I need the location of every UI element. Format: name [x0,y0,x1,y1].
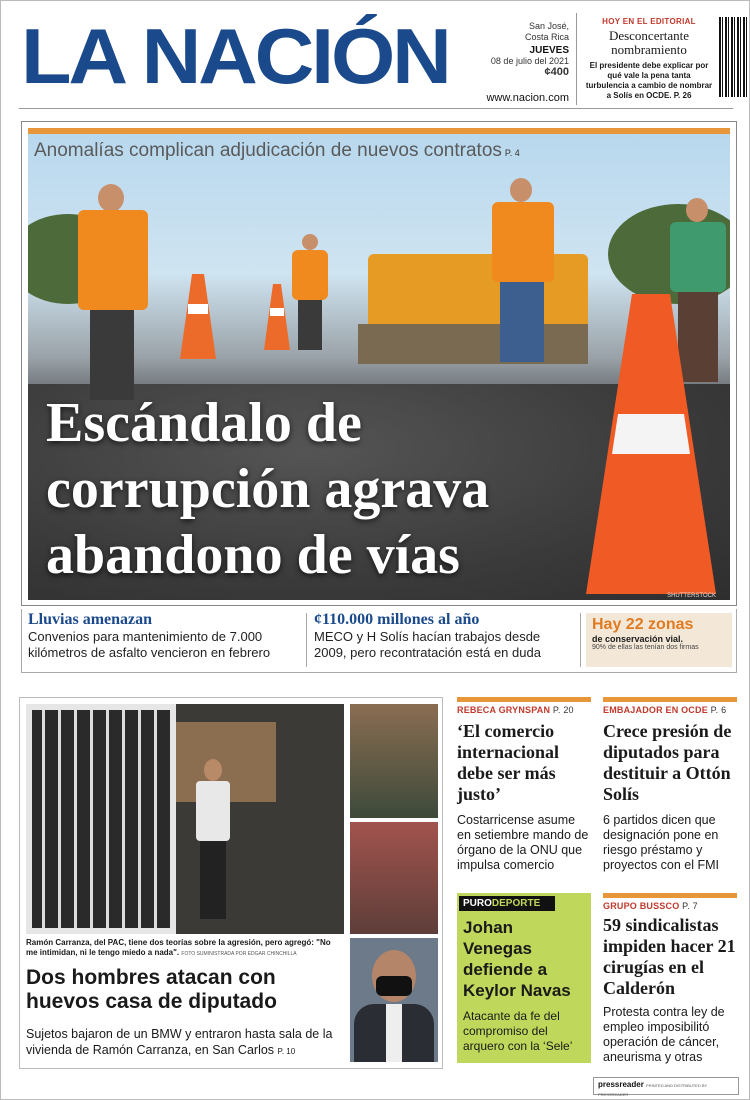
detail-photos [350,704,438,934]
editorial-desc: El presidente debe explicar por qué vale la pena tanta turbulencia a cambio de nombrar a Solís en OCDE. P. 26 [585,61,713,100]
story-title: Lluvias amenazan [28,611,153,628]
story-ocde[interactable] [603,697,737,873]
story-title: 59 sindicalistas impiden hacer 21 cirugías en el Calderón [603,915,736,998]
photo-credit: SHUTTERSTOCK [667,593,716,599]
website-url[interactable]: www.nacion.com [486,92,569,104]
carranza-headline[interactable]: Dos hombres atacan con huevos casa de diputado [26,966,277,1013]
story-bussco[interactable] [603,893,737,1065]
story-title: ‘El comercio internacional debe ser más justo’ [457,721,559,804]
story-kicker [603,697,737,715]
issue-date: 08 de julio del 2021 [490,56,569,66]
zonas-note: 90% de ellas las tenían dos firmas [592,644,699,651]
zonas-box[interactable] [586,613,732,667]
caption-credit: FOTO SUMINISTRADA POR EDGAR CHINCHILLA [181,951,297,957]
puro-deporte-box[interactable] [457,893,591,1063]
detail-photo [350,704,438,818]
pressreader-fine: PRINTED AND DISTRIBUTED BY PRESSREADER [598,1083,708,1097]
barcode-icon [719,17,749,97]
country: Costa Rica [524,32,569,42]
subhead-page: P. 4 [504,148,520,158]
zonas-title: Hay 22 zonas [592,616,694,633]
zonas-sub: de conservación vial. [592,634,684,644]
deporte-label: DEPORTE [491,898,541,909]
kicker-text: REBECA GRYNSPAN [457,705,551,715]
city: San José, [528,21,569,31]
story-kicker [603,893,737,911]
caption-text: Ramón Carranza, del PAC, tiene dos teorías sobre la agresión, pero agregó: "No me intimidan, ni le tengo miedo a nada". [26,938,331,957]
related-stories-strip [21,609,737,673]
story-desc: 6 partidos dicen que designación pone en riesgo préstamo y proyectos con el FMI [603,813,720,872]
masthead-divider [576,13,577,105]
carranza-desc [26,1026,350,1060]
gate-photo [26,704,344,934]
story-desc: Protesta contra ley de empleo imposibilitó operación de cáncer, aneurisma y otras [603,1005,725,1064]
photo-caption [26,938,344,959]
editorial-kicker: HOY EN EL EDITORIAL [602,17,696,26]
carranza-desc-text: Sujetos bajaron de un BMW y entraron hasta sala de la vivienda de Ramón Carranza, en San Carlos [26,1027,333,1057]
editorial-title: Desconcertante nombramiento [608,28,690,57]
kicker-page: P. 6 [710,705,727,715]
pressreader-badge [593,1077,739,1095]
story-desc: MECO y H Solís hacían trabajos desde 2009, pero recontratación está en duda [314,629,541,660]
traffic-cone-icon [178,274,218,364]
story-lluvias[interactable] [28,611,304,661]
story-title: ¢110.000 millones al año [314,611,480,628]
puro-deporte-label [459,896,555,911]
carranza-page: P. 10 [277,1047,296,1056]
pressreader-logo: pressreader [598,1080,644,1089]
kicker-page: P. 20 [552,705,574,715]
gate-frame [26,704,176,934]
story-kicker [457,697,591,715]
puro-title: Johan Venegas defiende a Keylor Navas [463,918,571,1000]
deputy-portrait [350,938,438,1062]
puro-label: PURO [463,898,492,909]
newspaper-logo: LA NACIÓN [21,12,449,100]
masthead [19,13,733,109]
issue-price: ¢400 [544,66,569,78]
lead-story[interactable] [21,121,737,606]
subhead-text: Anomalías complican adjudicación de nuevos contratos [34,140,502,161]
hero-subhead [34,140,520,162]
hero-headline[interactable]: Escándalo de corrupción agrava abandono de vías [46,392,490,586]
story-title: Crece presión de diputados para destituir a Ottón Solís [603,721,732,804]
traffic-cone-icon [262,284,292,354]
carranza-story[interactable] [19,697,443,1069]
worker-figure [290,234,330,354]
detail-photo [350,822,438,934]
worker-figure [488,174,558,374]
kicker-text: EMBAJADOR EN OCDE [603,705,708,715]
weekday: JUEVES [529,45,569,56]
story-desc: Convenios para mantenimiento de 7.000 kilómetros de asfalto vencieron en febrero [28,629,271,660]
story-millones[interactable] [314,611,576,661]
column-divider [306,613,307,667]
story-grynspan[interactable] [457,697,591,873]
kicker-text: GRUPO BUSSCO [603,901,680,911]
puro-desc: Atacante da fe del compromiso del arquero con la ‘Sele’ [463,1009,573,1053]
worker-figure [72,174,152,404]
story-desc: Costarricense asume en setiembre mando de órgano de la ONU que impulsa comercio [457,813,589,872]
date-block [469,21,569,104]
editorial-teaser[interactable] [585,17,713,101]
column-divider [580,613,581,667]
kicker-page: P. 7 [682,901,698,911]
man-figure [196,759,230,919]
